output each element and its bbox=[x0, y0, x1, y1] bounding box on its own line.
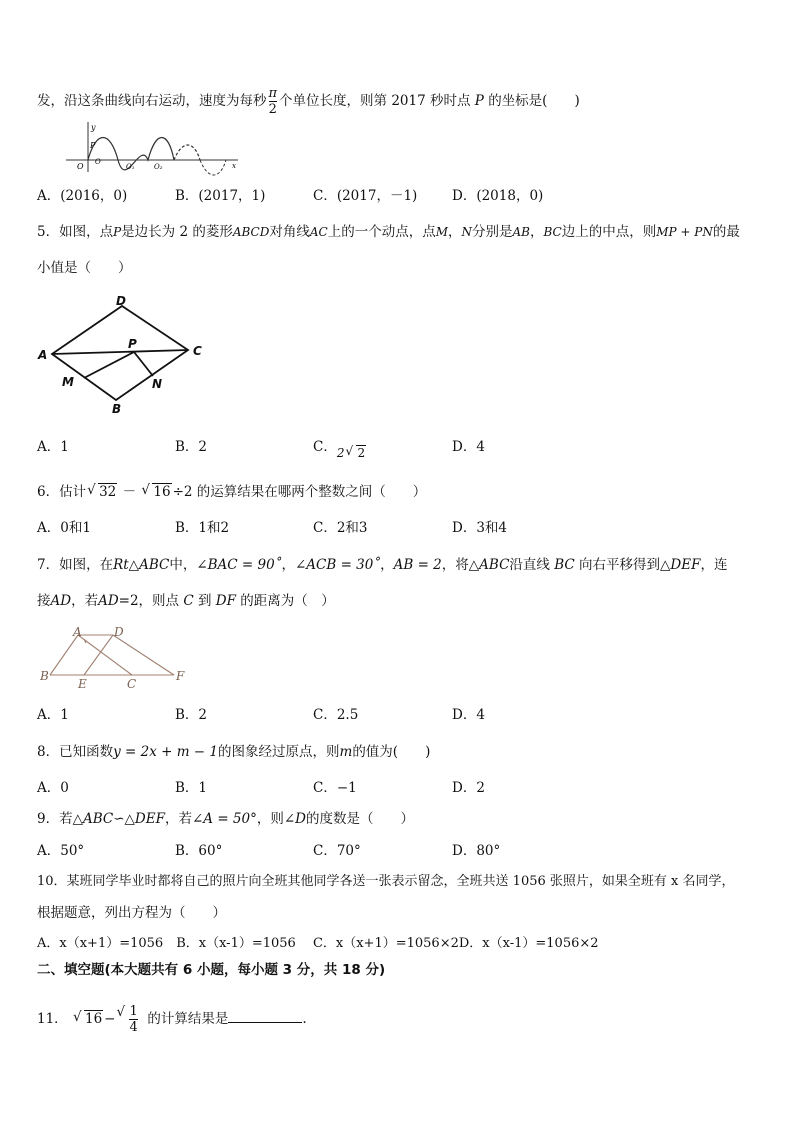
q8-option-d[interactable]: D．2 bbox=[452, 780, 485, 796]
q7-option-c[interactable]: C．2.5 bbox=[313, 707, 359, 723]
svg-text:O₂: O₂ bbox=[154, 163, 163, 171]
svg-text:D: D bbox=[114, 625, 124, 639]
svg-text:N: N bbox=[152, 377, 163, 391]
q9-stem: 9．若△ABC∽△DEF，若∠A = 50°，则∠D的度数是（ ） bbox=[37, 811, 414, 827]
q9-option-a[interactable]: A．50° bbox=[37, 843, 85, 859]
q7-option-b[interactable]: B．2 bbox=[175, 707, 208, 723]
svg-text:M: M bbox=[62, 375, 74, 389]
q8-option-c[interactable]: C．−1 bbox=[313, 780, 357, 796]
q7-stem-line2: 接AD，若AD=2，则点 C 到 DF 的距离为（ ） bbox=[37, 593, 335, 609]
rhombus-figure bbox=[36, 294, 216, 419]
svg-text:O₁: O₁ bbox=[126, 163, 135, 171]
q11-answer-blank[interactable] bbox=[228, 1008, 302, 1023]
pi-over-2-fraction: $\frac{\pi}{2}$ bbox=[268, 86, 278, 117]
svg-text:B: B bbox=[112, 402, 122, 416]
q9-option-b[interactable]: B．60° bbox=[175, 843, 223, 859]
svg-text:D: D bbox=[116, 294, 126, 308]
q10-stem-line2: 根据题意，列出方程为（ ） bbox=[37, 905, 226, 921]
q4-stem: 发，沿这条曲线向右运动，速度为每秒 $\frac{\pi}{2}$ 个单位长度，则第 2017 秒时点 P 的坐标是( ) bbox=[37, 86, 580, 117]
q6-option-d[interactable]: D．3和4 bbox=[452, 520, 508, 536]
q5-stem-line2: 小值是（ ） bbox=[37, 260, 132, 276]
q7-option-d[interactable]: D．4 bbox=[452, 707, 485, 723]
q4-option-b[interactable]: B．(2017，1) bbox=[175, 188, 266, 204]
svg-text:A: A bbox=[38, 348, 48, 362]
q6-option-b[interactable]: B．1和2 bbox=[175, 520, 230, 536]
svg-text:C: C bbox=[127, 677, 137, 691]
svg-text:B: B bbox=[40, 669, 49, 683]
q9-option-d[interactable]: D．80° bbox=[452, 843, 501, 859]
svg-text:x: x bbox=[232, 162, 236, 170]
svg-text:y: y bbox=[91, 123, 96, 132]
q5-option-d[interactable]: D．4 bbox=[452, 439, 485, 455]
q7-stem: 7．如图，在Rt△ABC中，∠BAC = 90˚，∠ACB = 30˚，AB = 2，将△ABC沿直线 BC 向右平移得到△DEF，连 bbox=[37, 557, 728, 573]
q9-option-c[interactable]: C．70° bbox=[313, 843, 361, 859]
svg-text:C: C bbox=[193, 344, 202, 358]
q6-option-a[interactable]: A．0和1 bbox=[37, 520, 91, 536]
section-title: 二、填空题(本大题共有 6 小题，每小题 3 分，共 18 分) bbox=[37, 962, 386, 978]
q4-option-a[interactable]: A．(2016，0) bbox=[37, 188, 128, 204]
q5-option-b[interactable]: B．2 bbox=[175, 439, 208, 455]
sine-curve-figure bbox=[62, 120, 242, 176]
svg-text:F: F bbox=[176, 669, 185, 683]
q5-option-a[interactable]: A．1 bbox=[37, 439, 69, 455]
q6-stem: 6．估计√ 32 － √ 16 ÷2 的运算结果在哪两个整数之间（ ） bbox=[37, 482, 426, 502]
q8-option-b[interactable]: B．1 bbox=[175, 780, 208, 796]
svg-text:E: E bbox=[78, 677, 87, 691]
q8-stem: 8．已知函数y = 2x + m − 1的图象经过原点，则m的值为( ) bbox=[37, 744, 431, 760]
svg-text:P: P bbox=[90, 141, 96, 150]
q4-option-c[interactable]: C．(2017，－1) bbox=[313, 188, 418, 204]
svg-text:O: O bbox=[77, 162, 84, 171]
q6-option-c[interactable]: C．2和3 bbox=[313, 520, 368, 536]
q11-stem: 11． √ 16 − √ $\frac{1}{4}$ 的计算结果是 . bbox=[37, 1004, 307, 1035]
translation-triangles-figure bbox=[40, 625, 190, 691]
q7-option-a[interactable]: A．1 bbox=[37, 707, 69, 723]
q5-stem: 5．如图，点P是边长为 2 的菱形ABCD对角线AC上的一个动点，点M，N分别是AB，BC边上的中点，则MP + PN的最 bbox=[37, 224, 740, 240]
svg-text:A: A bbox=[73, 625, 82, 639]
q10-options[interactable]: A．x（x+1）=1056 B．x（x-1）=1056 C．x（x+1）=1056×2D．x（x-1）=1056×2 bbox=[37, 936, 599, 951]
svg-text:O: O bbox=[95, 158, 101, 166]
q4-option-d[interactable]: D．(2018，0) bbox=[452, 188, 544, 204]
q5-option-c[interactable]: C．2√ 2 bbox=[313, 437, 367, 457]
q8-option-a[interactable]: A．0 bbox=[37, 780, 69, 796]
svg-text:P: P bbox=[128, 337, 137, 351]
q10-stem: 10．某班同学毕业时都将自己的照片向全班其他同学各送一张表示留念，全班共送 1056 张照片，如果全班有 x 名同学， bbox=[37, 874, 735, 889]
